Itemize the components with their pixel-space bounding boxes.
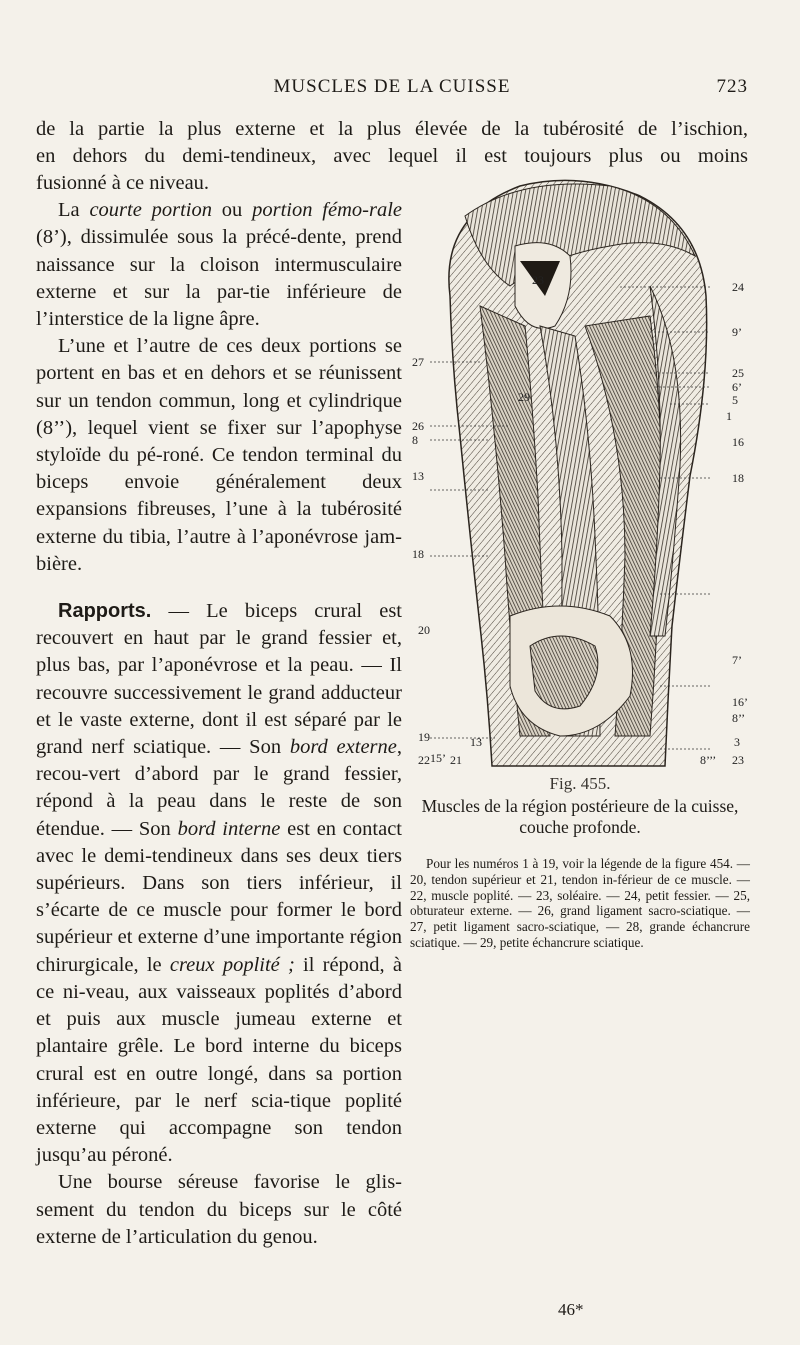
- fig-label-8pp: 8’’: [732, 711, 746, 725]
- fig-label-20: 20: [418, 623, 430, 637]
- fig-label-18-right: 18: [732, 471, 744, 485]
- fig-label-18-left: 18: [412, 547, 424, 561]
- fig-label-27: 27: [412, 355, 424, 369]
- term-creux-poplite: creux poplité ;: [169, 953, 295, 976]
- main-text-column: [36, 170, 402, 1251]
- figure-legend-text: Pour les numéros 1 à 19, voir la légende de la figure 454. — 20, tendon supérieur et 21, tendon in-férieur de ce muscle. — 22, muscle poplité. — 23, soléaire. — 24, petit fessier. — 25, obturateur externe. — 26, grand ligament sacro-sciatique. — 27, petit ligament sacro-sciatique, — 28, grande échancrure sciatique. — 29, petite échancrure sciatique.: [410, 856, 750, 950]
- fig-label-21: 21: [450, 753, 462, 767]
- anatomical-figure: [410, 176, 750, 768]
- fig-label-7p: 7’: [732, 653, 742, 667]
- paragraph-rapports: Rapports. — Le biceps crural est recouvert en haut par le grand fessier et, plus bas, par l’aponévrose et la peau. — Il recouvre successivement le grand adducteur et le vaste externe, dont il est séparé par le grand nerf sciatique. — Son bord externe, recou-vert d’abord par le grand fessier, répond à la peau dans le reste de son étendue. — Son bord interne est en contact avec le demi-tendineux dans ses deux tiers supérieurs. Dans son tiers inférieur, il s’écarte de ce muscle pour former le bord supérieur et externe d’une importante région chirurgicale, le creux poplité ; il répond, à ce ni-veau, aux vaisseaux poplités d’abord et puis aux muscle jumeau externe et plantaire grêle. Le bord interne du biceps crural est en outre longé, dans sa portion inférieure, par le nerf scia-tique poplité externe qui accompagne son tendon jusqu’au péroné.: [36, 600, 402, 1167]
- running-title: MUSCLES DE LA CUISSE: [273, 76, 511, 97]
- fig-label-19: 19: [418, 730, 430, 744]
- intro-line-2: en dehors du demi-tendineux, avec lequel il est toujours plus ou moins: [36, 145, 748, 167]
- fig-label-15p: 15’: [430, 751, 446, 765]
- fig-label-16p: 16’: [732, 695, 748, 709]
- fig-label-1: 1: [726, 409, 732, 423]
- fig-label-16: 16: [732, 435, 744, 449]
- fig-label-22: 22: [418, 753, 430, 767]
- page-number: 723: [716, 76, 748, 97]
- fig-label-6p: 6’: [732, 380, 742, 394]
- term-portion-femorale: portion fémo-rale: [252, 199, 403, 222]
- paragraph-5: Une bourse séreuse favorise le glis-sement du tendon du biceps sur le côté externe de l’articulation du genou.: [36, 1171, 402, 1248]
- fig-label-23-inner: 23: [532, 273, 544, 287]
- intro-line-1: de la partie la plus externe et la plus élevée de la tubérosité de l’ischion,: [36, 118, 748, 140]
- fig-label-25: 25: [732, 366, 744, 380]
- fig-label-13: 13: [412, 469, 424, 483]
- fig-label-29: 29: [518, 390, 530, 404]
- signature-mark: 46*: [558, 1300, 584, 1319]
- figure-legend: [410, 856, 750, 951]
- section-heading-rapports: Rapports.: [58, 600, 152, 623]
- figure-number: Fig. 455.: [549, 774, 611, 793]
- fig-label-23-bottom: 23: [732, 753, 744, 767]
- term-courte-portion: courte portion: [89, 199, 212, 222]
- figure-caption: Muscles de la région postérieure de la cuisse, couche profonde.: [421, 796, 739, 837]
- fig-label-13-lower: 13: [470, 735, 482, 749]
- paragraph-1-end: fusionné à ce niveau.: [36, 172, 210, 194]
- fig-label-9p: 9’: [732, 325, 742, 339]
- fig-label-8ppp: 8’’’: [700, 753, 717, 767]
- fig-label-8: 8: [412, 433, 418, 447]
- fig-label-5: 5: [732, 393, 738, 407]
- fig-label-24: 24: [732, 280, 744, 294]
- fig-label-26: 26: [412, 419, 424, 433]
- page-header: [36, 76, 748, 102]
- paragraph-2: La courte portion ou portion fémo-rale (8’), dissimulée sous la précé-dente, prend naissance sur la cloison intermusculaire externe et sur la par-tie inférieure de l’interstice de la ligne âpre.: [36, 199, 403, 331]
- paragraph-3: L’une et l’autre de ces deux portions se portent en bas et en dehors et se réunissent sur un tendon commun, long et cylindrique (8’’), lequel vient se fixer sur l’apophyse styloïde du pé-roné. Ce tendon terminal du biceps envoie généralement deux expansions fibreuses, l’une à la tubérosité externe du tibia, l’autre à l’aponévrose jam-bière.: [36, 335, 402, 575]
- fig-label-3: 3: [734, 735, 740, 749]
- thigh-muscles-engraving: [410, 176, 750, 768]
